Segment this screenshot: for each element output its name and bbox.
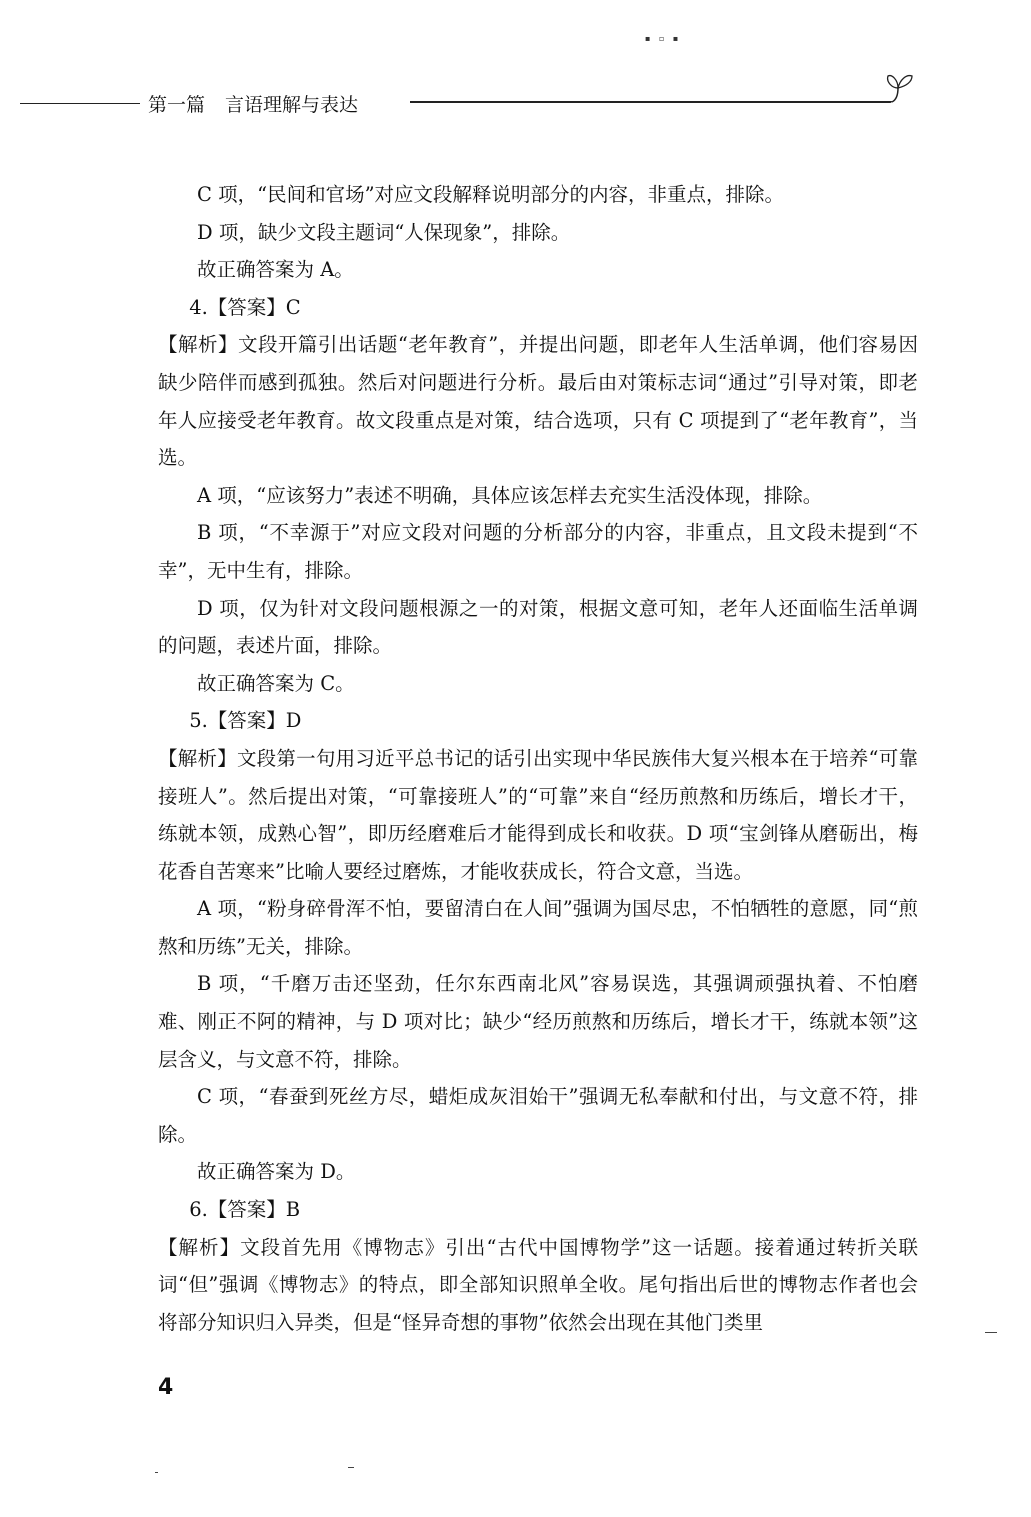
answer-heading: 5.【答案】D	[189, 709, 302, 733]
scan-artifact	[348, 1467, 354, 1468]
header-part: 第一篇	[148, 94, 206, 116]
analysis-paragraph: 【解析】文段第一句用习近平总书记的话引出实现中华民族伟大复兴根本在于培养“可靠接班人”。然后提出对策，“可靠接班人”的“可靠”来自“经历煎熬和历练后，增长才干，练就本领，成熟心智”，即历经磨难后才能得到成长和收获。D 项“宝剑锋从磨砺出，梅花香自苦寒来”比喻人要经过磨炼，才能收获成长，符合文意，当选。	[158, 746, 918, 883]
analysis-paragraph: 【解析】文段开篇引出话题“老年教育”，并提出问题，即老年人生活单调，他们容易因缺少陪伴而感到孤独。然后对问题进行分析。最后由对策标志词“通过”引导对策，即老年人应接受老年教育。故文段重点是对策，结合选项，只有 C 项提到了“老年教育”，当选。	[158, 333, 918, 470]
paragraph: C 项，“春蚕到死丝方尽，蜡炬成灰泪始干”强调无私奉献和付出，与文意不符，排除。	[158, 1085, 918, 1146]
answer-heading: 4.【答案】C	[189, 295, 301, 319]
paragraph: D 项，缺少文段主题词“人保现象”，排除。	[197, 220, 571, 244]
running-header	[20, 82, 920, 122]
analysis-paragraph: 【解析】文段首先用《博物志》引出“古代中国博物学”这一话题。接着通过转折关联词“但”强调《博物志》的特点，即全部知识照单全收。尾句指出后世的博物志作者也会将部分知识归入异类，但是“怪异奇想的事物”依然会出现在其他门类里	[158, 1235, 918, 1334]
paragraph: D 项，仅为针对文段问题根源之一的对策，根据文意可知，老年人还面临生活单调的问题，表述片面，排除。	[158, 596, 918, 658]
paragraph: 故正确答案为 D。	[197, 1160, 356, 1184]
page-number: 4	[158, 1375, 174, 1400]
paragraph: B 项，“不幸源于”对应文段对问题的分析部分的内容，非重点，且文段未提到“不幸”，无中生有，排除。	[158, 521, 918, 582]
scan-artifact	[155, 1472, 158, 1473]
paragraph: 故正确答案为 C。	[197, 671, 355, 695]
scan-artifact	[985, 1332, 997, 1333]
paragraph: B 项，“千磨万击还坚劲，任尔东西南北风”容易误选，其强调顽强执着、不怕磨难、刚正不阿的精神，与 D 项对比；缺少“经历煎熬和历练后，增长才干，练就本领”这层含义，与文意不符，排除。	[158, 972, 918, 1071]
paragraph: 故正确答案为 A。	[197, 258, 354, 282]
answer-explanations	[158, 176, 918, 1341]
paragraph: C 项，“民间和官场”对应文段解释说明部分的内容，非重点，排除。	[197, 183, 785, 206]
header-rule-left	[20, 103, 140, 104]
answer-heading: 6.【答案】B	[189, 1198, 301, 1222]
scan-artifact: ▪ ▫ ▪	[645, 34, 682, 43]
sprout-icon	[878, 64, 918, 104]
paragraph: A 项，“粉身碎骨浑不怕，要留清白在人间”强调为国尽忠，不怕牺牲的意愿，同“煎熬和历练”无关，排除。	[158, 897, 918, 958]
paragraph: A 项，“应该努力”表述不明确，具体应该怎样去充实生活没体现，排除。	[197, 483, 823, 507]
header-section-title: 言语理解与表达	[225, 94, 359, 116]
header-rule-right	[410, 101, 892, 103]
header-title	[148, 90, 358, 117]
